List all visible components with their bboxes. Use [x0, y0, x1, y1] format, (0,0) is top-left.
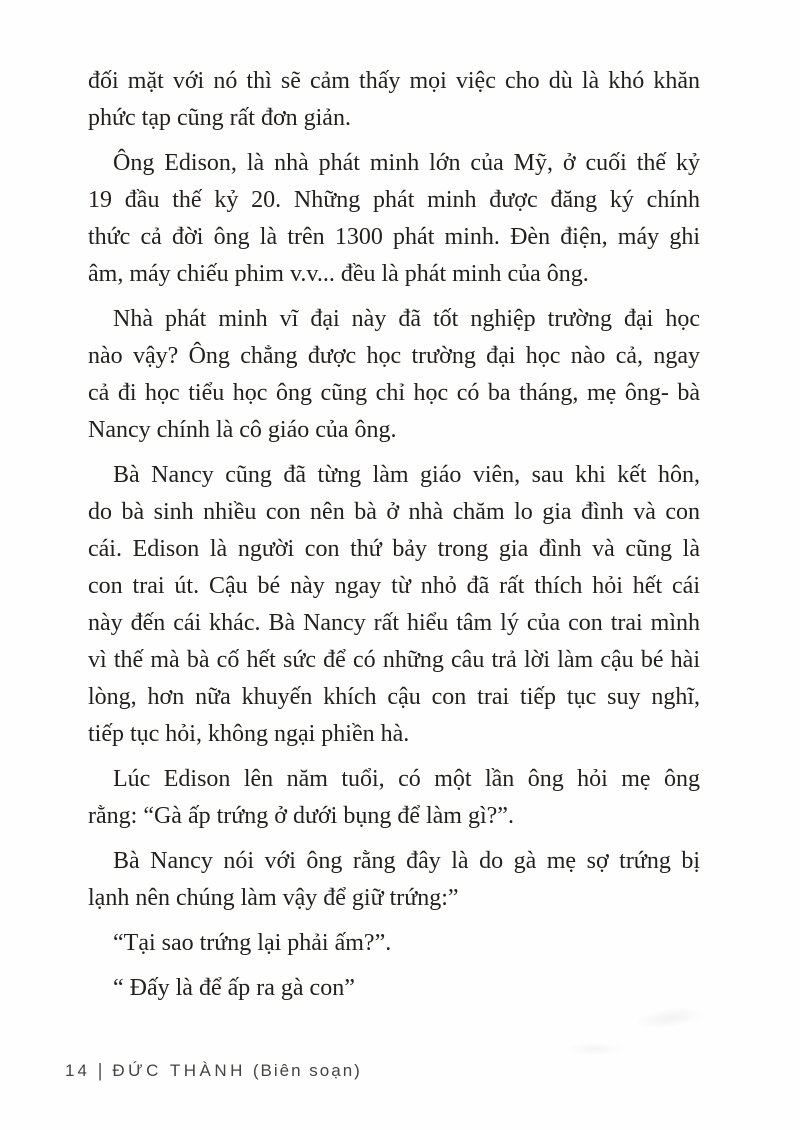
page-footer	[65, 1060, 362, 1082]
text-line: Nancy chính là cô giáo của ông.	[88, 417, 397, 443]
paragraph	[88, 63, 700, 137]
page-number: 14	[65, 1061, 90, 1080]
text-line: cái. Edison là người con thứ bảy trong gia đình và cũng là	[88, 536, 700, 562]
text-line: Bà Nancy nói với ông rằng đây là do gà mẹ sợ trứng bị	[113, 848, 700, 874]
scan-smudge	[565, 1042, 625, 1056]
text-line: cả đi học tiểu học ông cũng chỉ học có ba tháng, mẹ ông- bà	[88, 380, 700, 406]
paragraph	[88, 970, 700, 1007]
footer-author-role: (Biên soạn)	[252, 1061, 362, 1080]
text-line: thức cả đời ông là trên 1300 phát minh. Đèn điện, máy ghi	[88, 224, 700, 250]
text-line: Ông Edison, là nhà phát minh lớn của Mỹ, ở cuối thế kỷ	[113, 150, 700, 176]
text-line: rằng: “Gà ấp trứng ở dưới bụng để làm gì?”.	[88, 803, 514, 829]
text-line: Nhà phát minh vĩ đại này đã tốt nghiệp trường đại học	[113, 306, 700, 332]
text-line: do bà sinh nhiều con nên bà ở nhà chăm lo gia đình và con	[88, 499, 700, 525]
text-line: “Tại sao trứng lại phải ấm?”.	[113, 930, 392, 956]
text-line: này đến cái khác. Bà Nancy rất hiểu tâm lý của con trai mình	[88, 610, 700, 636]
text-line: “ Đấy là để ấp ra gà con”	[113, 975, 355, 1001]
text-line: Bà Nancy cũng đã từng làm giáo viên, sau khi kết hôn,	[113, 462, 700, 488]
scan-smudge	[634, 1003, 706, 1033]
text-line: lòng, hơn nữa khuyến khích cậu con trai tiếp tục suy nghĩ,	[88, 684, 700, 710]
text-line: con trai út. Cậu bé này ngay từ nhỏ đã rất thích hỏi hết cái	[88, 573, 700, 599]
text-line: phức tạp cũng rất đơn giản.	[88, 105, 351, 131]
paragraph	[88, 301, 700, 449]
paragraph	[88, 145, 700, 293]
footer-separator: |	[97, 1060, 103, 1081]
paragraph	[88, 925, 700, 962]
paragraph	[88, 843, 700, 917]
text-line: Lúc Edison lên năm tuổi, có một lần ông hỏi mẹ ông	[113, 766, 700, 792]
text-line: 19 đầu thế kỷ 20. Những phát minh được đăng ký chính	[88, 187, 700, 213]
text-line: đối mặt với nó thì sẽ cảm thấy mọi việc cho dù là khó khăn	[88, 68, 700, 94]
text-line: tiếp tục hỏi, không ngại phiền hà.	[88, 721, 410, 747]
paragraph	[88, 457, 700, 753]
paragraph	[88, 761, 700, 835]
page-body-text	[88, 63, 700, 1007]
footer-author: ĐỨC THÀNH	[112, 1061, 246, 1080]
text-line: nào vậy? Ông chẳng được học trường đại học nào cả, ngay	[88, 343, 700, 369]
text-line: âm, máy chiếu phim v.v... đều là phát minh của ông.	[88, 261, 589, 287]
text-line: lạnh nên chúng làm vậy để giữ trứng:”	[88, 885, 459, 911]
text-line: vì thế mà bà cố hết sức để có những câu trả lời làm cậu bé hài	[88, 647, 700, 673]
